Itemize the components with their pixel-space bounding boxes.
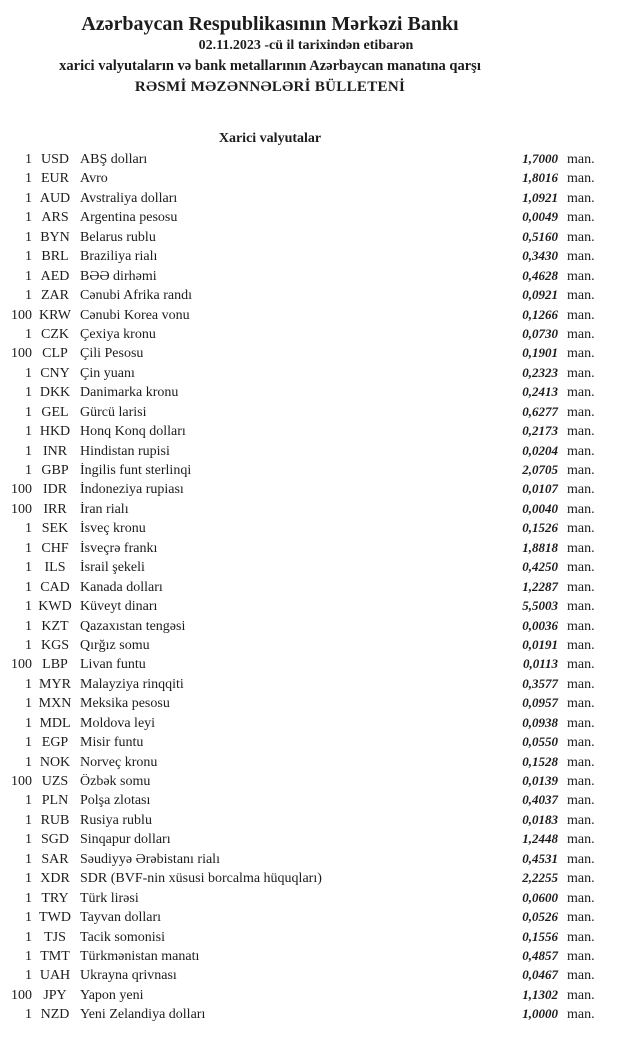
unit-label: man. [567, 346, 595, 362]
currency-code: BYN [40, 229, 70, 245]
exchange-rate: 0,4037 [522, 792, 558, 808]
quantity: 1 [25, 929, 32, 945]
unit-label: man. [567, 968, 595, 984]
unit-label: man. [567, 579, 595, 595]
exchange-rate: 0,0036 [522, 617, 558, 633]
currency-name: İndoneziya rupiası [80, 482, 184, 498]
quantity: 1 [25, 424, 32, 440]
unit-label: man. [567, 521, 595, 537]
table-row [0, 443, 620, 462]
currency-name: Polşa zlotası [80, 793, 151, 809]
currency-code: INR [42, 443, 68, 459]
table-row [0, 637, 620, 656]
unit-label: man. [567, 249, 595, 265]
currency-name: Səudiyyə Ərəbistanı rialı [80, 851, 220, 867]
currency-name: Danimarka kronu [80, 385, 179, 401]
quantity: 1 [25, 832, 32, 848]
table-row [0, 326, 620, 345]
exchange-rate: 0,0139 [522, 773, 558, 788]
table-row [0, 209, 620, 228]
currency-code: KRW [39, 307, 71, 323]
quantity: 100 [11, 482, 32, 498]
exchange-rate: 0,2173 [522, 423, 558, 439]
exchange-rate: 0,1528 [522, 753, 558, 769]
unit-label: man. [567, 676, 595, 692]
exchange-rate: 0,0921 [522, 287, 558, 303]
exchange-rate: 0,2323 [522, 364, 558, 380]
currency-code: IDR [42, 482, 68, 498]
unit-label: man. [567, 268, 595, 284]
unit-label: man. [567, 288, 595, 304]
quantity: 100 [11, 657, 32, 673]
table-row [0, 151, 620, 170]
unit-label: man. [567, 715, 595, 731]
quantity: 100 [11, 501, 32, 517]
unit-label: man. [567, 735, 595, 751]
table-row [0, 540, 620, 559]
currency-name: Misir funtu [80, 735, 144, 751]
currency-name: Qırğız somu [80, 637, 150, 653]
currency-name: Norveç kronu [80, 754, 158, 770]
currency-code: TMT [40, 948, 70, 964]
currency-name: Küveyt dinarı [80, 599, 158, 615]
currency-name: Livan funtu [80, 657, 146, 673]
exchange-rate: 0,0600 [522, 889, 558, 905]
unit-label: man. [567, 599, 595, 615]
currency-name: Avro [80, 171, 108, 187]
unit-label: man. [567, 385, 595, 401]
unit-label: man. [567, 560, 595, 576]
currency-name: Rusiya rublu [80, 812, 152, 828]
quantity: 1 [25, 560, 32, 576]
currency-code: BRL [41, 249, 69, 265]
unit-label: man. [567, 657, 595, 673]
unit-label: man. [567, 501, 595, 517]
currency-name: Sinqapur dolları [80, 832, 171, 848]
currency-name: Tacik somonisi [80, 929, 165, 945]
exchange-rate: 5,5003 [522, 598, 558, 614]
table-row [0, 618, 620, 637]
currency-name: Ukrayna qrivnası [80, 968, 177, 984]
table-row [0, 423, 620, 442]
currency-code: NZD [40, 1007, 70, 1023]
unit-label: man. [567, 948, 595, 964]
unit-label: man. [567, 443, 595, 459]
quantity: 1 [25, 676, 32, 692]
currency-code: KWD [38, 599, 72, 615]
unit-label: man. [567, 326, 595, 342]
currency-name: Gürcü larisi [80, 404, 147, 420]
quantity: 1 [25, 579, 32, 595]
quantity: 1 [25, 599, 32, 615]
table-row [0, 987, 620, 1006]
currency-code: AUD [39, 190, 71, 206]
exchange-rate: 0,3430 [522, 248, 558, 264]
unit-label: man. [567, 871, 595, 887]
effective-date-line: 02.11.2023 -cü il tarixindən etibarən [198, 38, 414, 53]
exchange-rate: 2,0705 [522, 462, 558, 477]
currency-name: Cənubi Afrika randı [80, 288, 192, 304]
exchange-rate: 0,0049 [522, 209, 558, 225]
exchange-rate: 0,2413 [522, 384, 558, 400]
exchange-rate: 1,1302 [522, 986, 558, 1002]
quantity: 1 [25, 268, 32, 284]
currency-code: GEL [41, 404, 69, 420]
unit-label: man. [567, 404, 595, 420]
currency-name: Özbək somu [80, 774, 151, 789]
exchange-rate: 1,0000 [522, 1006, 558, 1022]
currency-code: SGD [40, 832, 69, 848]
unit-label: man. [567, 812, 595, 828]
currency-name: İngilis funt sterlinqi [80, 463, 192, 478]
currency-code: LBP [42, 657, 68, 673]
currency-name: İsveçrə frankı [80, 540, 158, 556]
currency-code: TRY [41, 890, 69, 906]
exchange-rate: 1,8016 [522, 170, 558, 186]
table-row [0, 1006, 620, 1025]
quantity: 1 [25, 910, 32, 926]
table-row [0, 481, 620, 500]
currency-code: SAR [41, 851, 69, 867]
unit-label: man. [567, 890, 595, 906]
exchange-rate: 0,1901 [522, 345, 558, 361]
quantity: 1 [25, 521, 32, 537]
currency-code: ILS [44, 560, 66, 576]
bulletin-page [0, 12, 620, 1026]
table-row [0, 559, 620, 578]
unit-label: man. [567, 696, 595, 712]
currency-code: JPY [43, 987, 67, 1003]
exchange-rate: 0,0467 [522, 967, 558, 983]
quantity: 1 [25, 152, 32, 167]
currency-name: Moldova leyi [80, 715, 156, 731]
exchange-rate: 1,8818 [522, 539, 558, 555]
unit-label: man. [567, 832, 595, 848]
currency-code: MXN [38, 696, 72, 712]
quantity: 100 [11, 307, 32, 323]
quantity: 1 [25, 249, 32, 265]
unit-label: man. [567, 637, 595, 653]
currency-name: Türk lirəsi [80, 890, 139, 906]
table-row [0, 598, 620, 617]
table-row [0, 792, 620, 811]
exchange-rate: 1,0921 [522, 189, 558, 205]
currency-code: CLP [42, 346, 68, 362]
quantity: 1 [25, 812, 32, 828]
quantity: 1 [25, 968, 32, 984]
exchange-rate: 0,4857 [522, 947, 558, 963]
exchange-rate: 0,0191 [522, 636, 558, 652]
unit-label: man. [567, 190, 595, 206]
table-row [0, 248, 620, 267]
currency-code: USD [40, 152, 69, 167]
currency-code: IRR [43, 501, 67, 517]
quantity: 1 [25, 365, 32, 381]
currency-name: Tayvan dolları [80, 910, 162, 926]
page-title: Azərbaycan Respublikasının Mərkəzi Bankı [81, 13, 459, 35]
currency-name: SDR (BVF-nin xüsusi borcalma hüquqları) [80, 871, 322, 887]
currency-name: İran rialı [80, 501, 129, 517]
unit-label: man. [567, 540, 595, 556]
quantity: 1 [25, 793, 32, 809]
table-row [0, 967, 620, 986]
currency-name: Cənubi Korea vonu [80, 307, 190, 323]
table-row [0, 948, 620, 967]
quantity: 1 [25, 696, 32, 712]
currency-code: SEK [41, 521, 69, 537]
table-row [0, 190, 620, 209]
quantity: 1 [25, 443, 32, 459]
quantity: 1 [25, 948, 32, 964]
bulletin-header [0, 12, 540, 98]
unit-label: man. [567, 910, 595, 926]
exchange-rate: 0,0204 [522, 442, 558, 458]
exchange-rate: 0,0183 [522, 811, 558, 827]
unit-label: man. [567, 171, 595, 187]
currency-name: Honq Konq dolları [80, 424, 186, 440]
currency-name: Türkmənistan manatı [80, 948, 200, 964]
unit-label: man. [567, 210, 595, 226]
currency-code: ZAR [41, 288, 69, 304]
currency-name: Yeni Zelandiya dolları [80, 1007, 206, 1023]
currency-name: Meksika pesosu [80, 696, 170, 712]
quantity: 100 [11, 987, 32, 1003]
currency-code: TJS [44, 929, 66, 945]
quantity: 100 [11, 774, 32, 789]
quantity: 1 [25, 851, 32, 867]
exchange-rate: 0,0730 [522, 325, 558, 341]
currency-code: HKD [39, 424, 71, 440]
quantity: 1 [25, 754, 32, 770]
table-row [0, 695, 620, 714]
currency-code: EGP [41, 735, 69, 751]
table-row [0, 715, 620, 734]
currency-name: Belarus rublu [80, 229, 156, 245]
quantity: 1 [25, 171, 32, 187]
currency-name: Çexiya kronu [80, 326, 156, 342]
quantity: 1 [25, 463, 32, 478]
currency-code: TWD [39, 910, 71, 926]
table-row [0, 676, 620, 695]
unit-label: man. [567, 754, 595, 770]
exchange-rate: 0,4628 [522, 267, 558, 283]
bulletin-title: RƏSMİ MƏZƏNNƏLƏRİ BÜLLETENİ [134, 79, 406, 95]
table-row [0, 404, 620, 423]
table-row [0, 890, 620, 909]
currency-name: Argentina pesosu [80, 210, 178, 226]
currency-code: ARS [41, 210, 69, 226]
table-row [0, 909, 620, 928]
currency-code: CZK [41, 326, 69, 342]
table-row [0, 501, 620, 520]
currency-name: İsrail şekeli [80, 560, 145, 576]
currency-code: KGS [40, 637, 69, 653]
table-row [0, 229, 620, 248]
table-row [0, 754, 620, 773]
exchange-rate: 0,0113 [522, 656, 558, 672]
unit-label: man. [567, 365, 595, 381]
currency-name: BƏƏ dirhəmi [80, 268, 157, 284]
unit-label: man. [567, 929, 595, 945]
quantity: 1 [25, 637, 32, 653]
exchange-rate: 0,3577 [522, 675, 558, 691]
currency-name: Çili Pesosu [80, 346, 144, 362]
currency-code: KZT [41, 618, 69, 634]
currency-code: EUR [41, 171, 69, 187]
exchange-rate: 2,2255 [522, 870, 558, 886]
currency-code: NOK [39, 754, 71, 770]
exchange-rate: 0,4250 [522, 559, 558, 575]
currency-name: Hindistan rupisi [80, 443, 170, 459]
exchange-rate: 0,1556 [522, 928, 558, 944]
unit-label: man. [567, 307, 595, 323]
currency-name: İsveç kronu [80, 521, 146, 537]
exchange-rate: 0,0938 [522, 714, 558, 730]
unit-label: man. [567, 152, 595, 167]
currency-name: Yapon yeni [80, 987, 144, 1003]
currency-code: GBP [41, 463, 69, 478]
table-row [0, 851, 620, 870]
currency-code: AED [40, 268, 70, 284]
currency-name: Malayziya rinqqiti [80, 676, 184, 692]
table-row [0, 812, 620, 831]
unit-label: man. [567, 463, 595, 478]
unit-label: man. [567, 774, 595, 789]
table-row [0, 734, 620, 753]
quantity: 1 [25, 890, 32, 906]
quantity: 1 [25, 210, 32, 226]
currency-code: RUB [40, 812, 70, 828]
currency-code: CHF [41, 540, 69, 556]
quantity: 1 [25, 540, 32, 556]
table-row [0, 929, 620, 948]
unit-label: man. [567, 618, 595, 634]
quantity: 1 [25, 326, 32, 342]
currency-code: MYR [39, 676, 71, 692]
currency-name: Avstraliya dolları [80, 190, 178, 206]
currency-name: Çin yuanı [80, 365, 135, 381]
currency-code: UZS [41, 774, 69, 789]
exchange-rate: 0,0957 [522, 695, 558, 711]
quantity: 100 [11, 346, 32, 362]
quantity: 1 [25, 735, 32, 751]
exchange-rate: 1,2287 [522, 578, 558, 594]
table-row [0, 365, 620, 384]
bulletin-subtitle: xarici valyutaların və bank metallarının Azərbaycan manatına qarşı [59, 58, 481, 74]
table-row [0, 170, 620, 189]
table-row [0, 268, 620, 287]
table-row [0, 656, 620, 675]
table-row [0, 384, 620, 403]
quantity: 1 [25, 288, 32, 304]
exchange-rate: 0,4531 [522, 850, 558, 866]
table-row [0, 345, 620, 364]
exchange-rate: 0,5160 [522, 228, 558, 244]
unit-label: man. [567, 851, 595, 867]
exchange-rate: 0,0040 [522, 500, 558, 516]
table-row [0, 462, 620, 481]
table-row [0, 773, 620, 792]
quantity: 1 [25, 871, 32, 887]
currency-code: UAH [39, 968, 71, 984]
quantity: 1 [25, 404, 32, 420]
exchange-rate: 1,7000 [522, 151, 558, 166]
currency-name: Kanada dolları [80, 579, 163, 595]
currency-code: PLN [41, 793, 69, 809]
quantity: 1 [25, 1007, 32, 1023]
unit-label: man. [567, 482, 595, 498]
exchange-rate: 0,0107 [522, 481, 558, 497]
exchange-rate: 0,1526 [522, 520, 558, 536]
currency-name: ABŞ dolları [80, 152, 148, 167]
table-row [0, 831, 620, 850]
table-row [0, 579, 620, 598]
exchange-rate: 0,0550 [522, 734, 558, 750]
currency-code: CNY [40, 365, 70, 381]
exchange-rate: 0,1266 [522, 306, 558, 322]
exchange-rate-table [0, 151, 620, 1026]
unit-label: man. [567, 229, 595, 245]
table-row [0, 287, 620, 306]
unit-label: man. [567, 1007, 595, 1023]
table-row [0, 520, 620, 539]
currency-name: Braziliya rialı [80, 249, 158, 265]
quantity: 1 [25, 618, 32, 634]
quantity: 1 [25, 385, 32, 401]
currency-name: Qazaxıstan tengəsi [80, 618, 186, 634]
exchange-rate: 1,2448 [522, 831, 558, 847]
quantity: 1 [25, 190, 32, 206]
unit-label: man. [567, 793, 595, 809]
currency-code: DKK [39, 385, 71, 401]
unit-label: man. [567, 424, 595, 440]
section-title-foreign-currencies: Xarici valyutalar [218, 131, 322, 146]
table-row [0, 870, 620, 889]
currency-code: MDL [39, 715, 71, 731]
quantity: 1 [25, 715, 32, 731]
currency-code: XDR [40, 871, 70, 887]
quantity: 1 [25, 229, 32, 245]
unit-label: man. [567, 987, 595, 1003]
currency-code: CAD [40, 579, 70, 595]
exchange-rate: 0,6277 [522, 403, 558, 419]
table-row [0, 307, 620, 326]
exchange-rate: 0,0526 [522, 909, 558, 925]
